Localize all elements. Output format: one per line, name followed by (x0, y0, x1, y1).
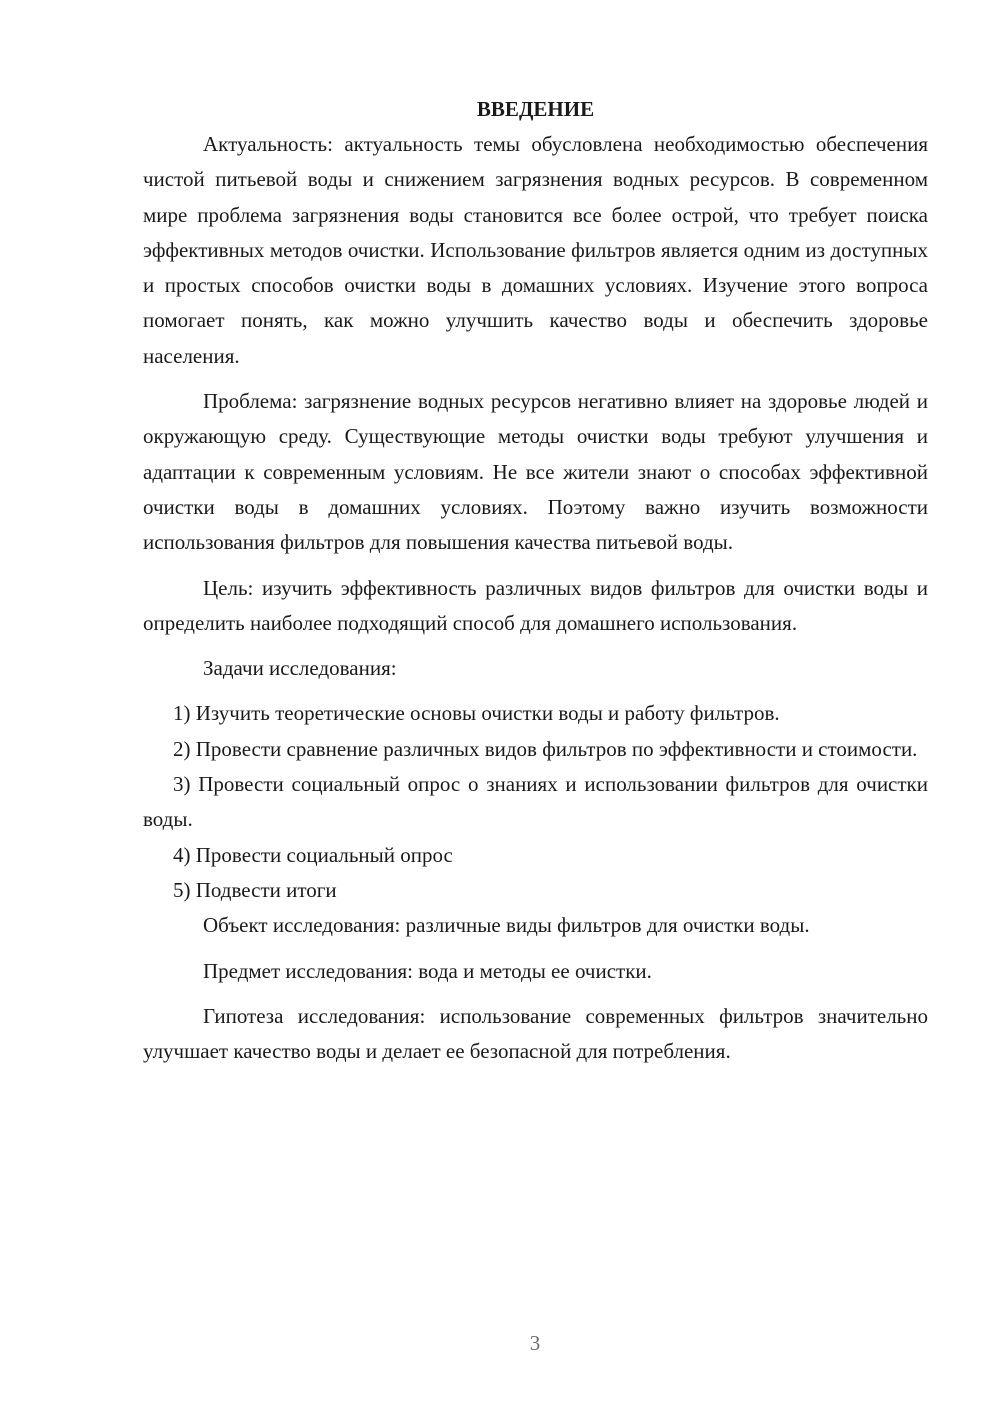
tasks-heading: Задачи исследования: (203, 656, 397, 681)
section-title: ВВЕДЕНИЕ (476, 97, 595, 121)
paragraph-relevance: Актуальность: актуальность темы обусловлена необходимостью обеспечения чистой питьевой воды и снижением загрязнения водных ресурсов. В современном мире проблема загрязнения воды становится все более острой, что требует поиска эффективных методов очистки. Использование фильтров является одним из доступных и простых способов очистки воды в домашних условиях. Изучение этого вопроса помогает понять, как можно улучшить качество воды и обеспечить здоровье населения. (143, 132, 928, 368)
page-number: 3 (529, 1331, 541, 1355)
task-item-1: 1) Изучить теоретические основы очистки воды и работу фильтров. (173, 701, 780, 726)
task-item-5: 5) Подвести итоги (173, 877, 337, 902)
paragraph-object: Объект исследования: различные виды фильтров для очистки воды. (203, 913, 810, 938)
paragraph-subject: Предмет исследования: вода и методы ее очистки. (203, 958, 652, 983)
paragraph-problem: Проблема: загрязнение водных ресурсов негативно влияет на здоровье людей и окружающую среду. Существующие методы очистки воды требуют улучшения и адаптации к современным условиям. Не все жители знают о способах эффективной очистки воды в домашних условиях. Поэтому важно изучить возможности использования фильтров для повышения качества питьевой воды. (143, 389, 928, 555)
task-item-3: 3) Провести социальный опрос о знаниях и использовании фильтров для очистки воды. (143, 772, 928, 832)
task-item-2: 2) Провести сравнение различных видов фильтров по эффективности и стоимости. (173, 736, 918, 761)
document-page (143, 92, 928, 1069)
paragraph-goal: Цель: изучить эффективность различных видов фильтров для очистки воды и определить наиболее подходящий способ для домашнего использования. (143, 575, 928, 635)
task-item-4: 4) Провести социальный опрос (173, 842, 453, 867)
paragraph-hypothesis: Гипотеза исследования: использование современных фильтров значительно улучшает качество воды и делает ее безопасной для потребления. (143, 1003, 928, 1064)
